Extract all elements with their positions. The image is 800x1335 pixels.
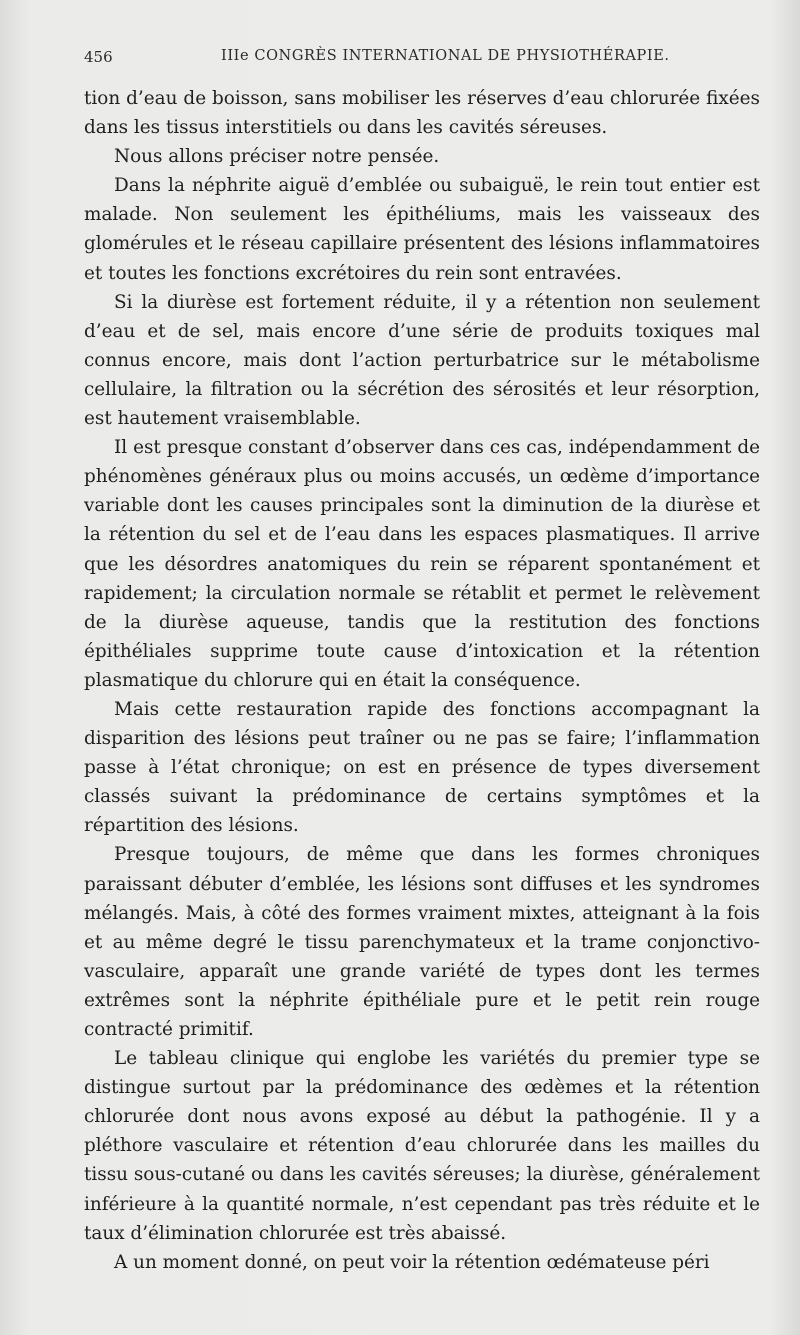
page-number: 456 — [84, 48, 113, 66]
paragraph: A un moment donné, on peut voir la rétention œdémateuse péri — [114, 1251, 710, 1273]
paragraph: Dans la néphrite aiguë d’emblée ou subaiguë, le rein tout entier est malade. Non seulement les épithéliums, mais les vaisseaux des glomérules et le réseau capillaire présentent des lésions inflammatoires et toutes les fonctions excrétoires du rein sont entravées. — [84, 175, 760, 284]
paragraph: Nous allons préciser notre pensée. — [114, 146, 440, 168]
body-text — [84, 84, 760, 1277]
paragraph-continuation: tion d’eau de boisson, sans mobiliser les réserves d’eau chlorurée fixées dans les tissus interstitiels ou dans les cavités séreuses. — [84, 88, 760, 139]
paragraph: Si la diurèse est fortement réduite, il y a rétention non seulement d’eau et de sel, mais encore d’une série de produits toxiques mal connus encore, mais dont l’action perturbatrice sur le métabolisme cellulaire, la filtration ou la sécrétion des sérosités et leur résorption, est hautement vraisemblable. — [84, 291, 760, 430]
running-title: IIIe CONGRÈS INTERNATIONAL DE PHYSIOTHÉRAPIE. — [221, 48, 670, 64]
page-header — [84, 44, 764, 74]
paragraph: Le tableau clinique qui englobe les variétés du premier type se distingue surtout par la prédominance des œdèmes et la rétention chlorurée dont nous avons exposé au début la pathogénie. Il y a pléthore vasculaire et rétention d’eau chlorurée dans les mailles du tissu sous-cutané ou dans les cavités séreuses; la diurèse, généralement inférieure à la quantité normale, n’est cependant pas très réduite et le taux d’élimination chlorurée est très abaissé. — [84, 1048, 760, 1244]
paragraph: Presque toujours, de même que dans les formes chroniques paraissant débuter d’emblée, les lésions sont diffuses et les syndromes mélangés. Mais, à côté des formes vraiment mixtes, atteignant à la fois et au même degré le tissu parenchymateux et la trame conjonctivo-vasculaire, apparaît une grande variété de types dont les termes extrêmes sont la néphrite épithéliale pure et le petit rein rouge contracté primitif. — [84, 844, 760, 1040]
paragraph: Mais cette restauration rapide des fonctions accompagnant la disparition des lésions peut traîner ou ne pas se faire; l’inflammation passe à l’état chronique; on est en présence de types diversement classés suivant la prédominance de certains symptômes et la répartition des lésions. — [84, 698, 760, 837]
paragraph: Il est presque constant d’observer dans ces cas, indépendamment de phénomènes généraux plus ou moins accusés, un œdème d’importance variable dont les causes principales sont la diminution de la diurèse et la rétention du sel et de l’eau dans les espaces plasmatiques. Il arrive que les désordres anatomiques du rein se réparent spontanément et rapidement; la circulation normale se rétablit et permet le relèvement de la diurèse aqueuse, tandis que la restitution des fonctions épithéliales supprime toute cause d’intoxication et la rétention plasmatique du chlorure qui en était la conséquence. — [84, 437, 760, 691]
